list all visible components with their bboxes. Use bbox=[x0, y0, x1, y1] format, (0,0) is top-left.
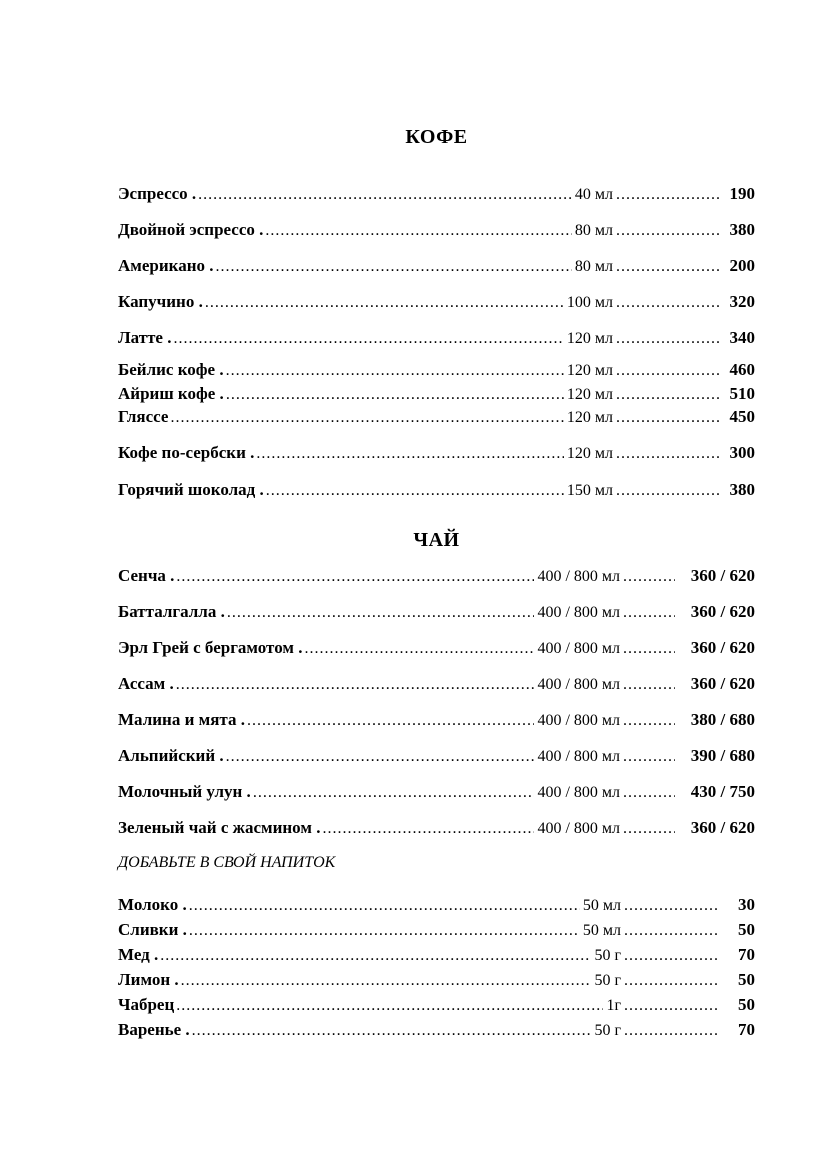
dot-leader bbox=[624, 996, 719, 1016]
item-name: Чабрец bbox=[118, 995, 175, 1014]
dot-leader bbox=[623, 747, 675, 767]
item-name: Альпийский . bbox=[118, 746, 224, 765]
menu-item-row bbox=[118, 674, 755, 695]
item-name: Мед . bbox=[118, 945, 159, 964]
item-name: Гляссе bbox=[118, 407, 169, 426]
item-price: 190 bbox=[729, 184, 755, 203]
dot-leader bbox=[176, 567, 534, 587]
dot-leader bbox=[226, 747, 535, 767]
dot-leader bbox=[624, 1021, 719, 1041]
dot-leader bbox=[616, 481, 719, 501]
item-volume: 80 мл bbox=[574, 258, 613, 275]
item-name: Айриш кофе . bbox=[118, 384, 224, 403]
dot-leader bbox=[226, 385, 564, 405]
item-volume: 80 мл bbox=[574, 222, 613, 239]
dot-leader bbox=[176, 996, 603, 1016]
dot-leader bbox=[623, 603, 675, 623]
dot-leader bbox=[189, 896, 580, 916]
item-name: Бейлис кофе . bbox=[118, 360, 224, 379]
item-name: Малина и мята . bbox=[118, 710, 245, 729]
menu-item-row bbox=[118, 360, 755, 381]
item-name: Лимон . bbox=[118, 970, 179, 989]
coffee-section-title: КОФЕ bbox=[405, 126, 468, 148]
item-volume: 400 / 800 мл bbox=[537, 640, 620, 657]
item-price: 390 / 680 bbox=[690, 746, 755, 765]
item-volume: 400 / 800 мл bbox=[537, 712, 620, 729]
item-price: 380 / 680 bbox=[690, 710, 755, 729]
item-name: Ассам . bbox=[118, 674, 174, 693]
item-price: 380 bbox=[729, 480, 755, 499]
item-name: Кофе по-сербски . bbox=[118, 443, 255, 462]
addons-subtitle: ДОБАВЬТЕ В СВОЙ НАПИТОК bbox=[118, 854, 336, 871]
item-volume: 400 / 800 мл bbox=[537, 568, 620, 585]
item-price: 380 bbox=[729, 220, 755, 239]
dot-leader bbox=[215, 257, 571, 277]
dot-leader bbox=[205, 293, 564, 313]
dot-leader bbox=[624, 971, 719, 991]
item-volume: 120 мл bbox=[566, 445, 613, 462]
menu-item-row bbox=[118, 566, 755, 587]
dot-leader bbox=[304, 639, 534, 659]
menu-item-row bbox=[118, 480, 755, 501]
menu-item-row bbox=[118, 328, 755, 349]
dot-leader bbox=[198, 185, 572, 205]
dot-leader bbox=[616, 221, 719, 241]
item-volume: 50 г bbox=[594, 947, 621, 964]
dot-leader bbox=[266, 481, 564, 501]
item-price: 200 bbox=[729, 256, 755, 275]
menu-item-row bbox=[118, 292, 755, 313]
dot-leader bbox=[623, 711, 675, 731]
dot-leader bbox=[616, 185, 719, 205]
item-name: Сенча . bbox=[118, 566, 175, 585]
dot-leader bbox=[616, 257, 719, 277]
dot-leader bbox=[322, 819, 534, 839]
dot-leader bbox=[253, 783, 535, 803]
item-volume: 120 мл bbox=[566, 362, 613, 379]
item-volume: 50 г bbox=[594, 972, 621, 989]
dot-leader bbox=[623, 819, 675, 839]
item-price: 50 bbox=[738, 970, 755, 989]
item-volume: 120 мл bbox=[566, 409, 613, 426]
dot-leader bbox=[226, 361, 564, 381]
dot-leader bbox=[173, 329, 563, 349]
menu-item-row bbox=[118, 746, 755, 767]
item-volume: 50 мл bbox=[582, 922, 621, 939]
item-name: Эспрессо . bbox=[118, 184, 197, 203]
dot-leader bbox=[616, 293, 719, 313]
dot-leader bbox=[616, 361, 719, 381]
item-price: 50 bbox=[738, 920, 755, 939]
item-price: 70 bbox=[738, 945, 755, 964]
dot-leader bbox=[623, 783, 675, 803]
dot-leader bbox=[624, 921, 719, 941]
item-name: Варенье . bbox=[118, 1020, 190, 1039]
dot-leader bbox=[265, 221, 572, 241]
menu-item-row bbox=[118, 256, 755, 277]
item-volume: 40 мл bbox=[574, 186, 613, 203]
menu-item-row bbox=[118, 995, 755, 1016]
dot-leader bbox=[616, 329, 719, 349]
menu-item-row bbox=[118, 920, 755, 941]
dot-leader bbox=[623, 675, 675, 695]
menu-item-row bbox=[118, 970, 755, 991]
menu-item-row bbox=[118, 782, 755, 803]
item-price: 70 bbox=[738, 1020, 755, 1039]
item-price: 360 / 620 bbox=[690, 602, 755, 621]
item-volume: 1г bbox=[606, 997, 621, 1014]
item-volume: 50 г bbox=[594, 1022, 621, 1039]
menu-item-row bbox=[118, 602, 755, 623]
dot-leader bbox=[247, 711, 534, 731]
dot-leader bbox=[624, 896, 719, 916]
item-price: 340 bbox=[729, 328, 755, 347]
item-price: 30 bbox=[738, 895, 755, 914]
menu-item-row bbox=[118, 895, 755, 916]
item-volume: 120 мл bbox=[566, 330, 613, 347]
dot-leader bbox=[160, 946, 591, 966]
item-name: Американо . bbox=[118, 256, 214, 275]
menu-item-row bbox=[118, 384, 755, 405]
item-name: Эрл Грей с бергамотом . bbox=[118, 638, 303, 657]
item-volume: 400 / 800 мл bbox=[537, 748, 620, 765]
dot-leader bbox=[176, 675, 535, 695]
item-volume: 400 / 800 мл bbox=[537, 676, 620, 693]
item-volume: 400 / 800 мл bbox=[537, 784, 620, 801]
dot-leader bbox=[616, 408, 719, 428]
menu-item-row bbox=[118, 638, 755, 659]
dot-leader bbox=[624, 946, 719, 966]
item-price: 430 / 750 bbox=[690, 782, 755, 801]
dot-leader bbox=[256, 444, 564, 464]
item-volume: 50 мл bbox=[582, 897, 621, 914]
menu-item-row bbox=[118, 220, 755, 241]
item-price: 450 bbox=[729, 407, 755, 426]
dot-leader bbox=[616, 444, 719, 464]
item-volume: 120 мл bbox=[566, 386, 613, 403]
item-price: 360 / 620 bbox=[690, 566, 755, 585]
menu-item-row bbox=[118, 710, 755, 731]
item-name: Зеленый чай с жасмином . bbox=[118, 818, 321, 837]
item-name: Капучино . bbox=[118, 292, 203, 311]
item-volume: 150 мл bbox=[566, 482, 613, 499]
coffee-section bbox=[118, 127, 755, 501]
dot-leader bbox=[189, 921, 580, 941]
item-name: Горячий шоколад . bbox=[118, 480, 264, 499]
dot-leader bbox=[623, 639, 675, 659]
addons-section bbox=[118, 853, 755, 1041]
item-price: 50 bbox=[738, 995, 755, 1014]
dot-leader bbox=[170, 408, 563, 428]
item-name: Молоко . bbox=[118, 895, 187, 914]
menu-item-row bbox=[118, 945, 755, 966]
item-price: 360 / 620 bbox=[690, 638, 755, 657]
item-price: 320 bbox=[729, 292, 755, 311]
item-name: Сливки . bbox=[118, 920, 187, 939]
item-price: 360 / 620 bbox=[690, 818, 755, 837]
dot-leader bbox=[623, 567, 675, 587]
dot-leader bbox=[181, 971, 592, 991]
item-volume: 400 / 800 мл bbox=[537, 820, 620, 837]
item-price: 510 bbox=[729, 384, 755, 403]
dot-leader bbox=[227, 603, 535, 623]
menu-item-row bbox=[118, 1020, 755, 1041]
item-name: Батталгалла . bbox=[118, 602, 225, 621]
menu-item-row bbox=[118, 818, 755, 839]
menu-item-row bbox=[118, 184, 755, 205]
item-name: Молочный улун . bbox=[118, 782, 251, 801]
item-volume: 400 / 800 мл bbox=[537, 604, 620, 621]
item-price: 360 / 620 bbox=[690, 674, 755, 693]
tea-section bbox=[118, 530, 755, 839]
item-price: 460 bbox=[729, 360, 755, 379]
item-price: 300 bbox=[729, 443, 755, 462]
item-name: Латте . bbox=[118, 328, 172, 347]
menu-item-row bbox=[118, 443, 755, 464]
item-name: Двойной эспрессо . bbox=[118, 220, 264, 239]
item-volume: 100 мл bbox=[566, 294, 613, 311]
dot-leader bbox=[616, 385, 719, 405]
dot-leader bbox=[192, 1021, 592, 1041]
menu-item-row bbox=[118, 407, 755, 428]
tea-section-title: ЧАЙ bbox=[413, 529, 460, 551]
